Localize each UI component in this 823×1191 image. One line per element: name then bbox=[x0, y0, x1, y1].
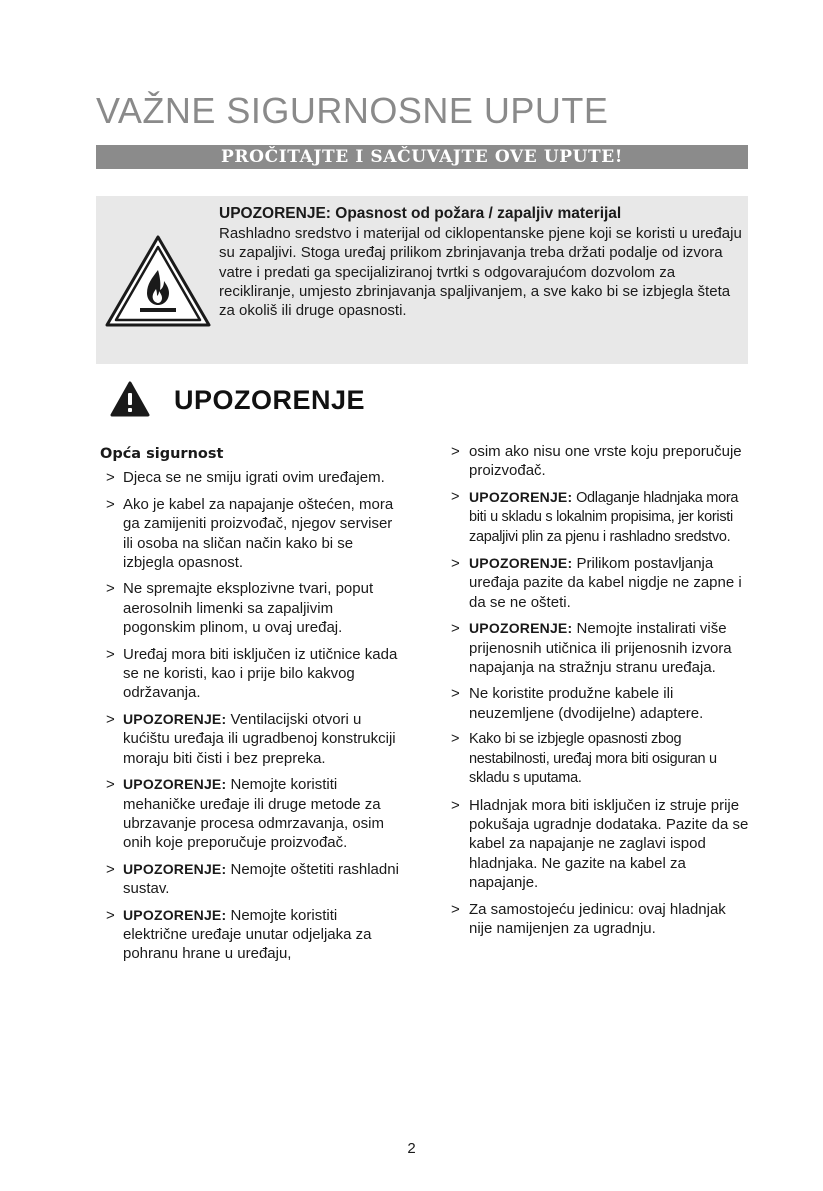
bullet-marker: > bbox=[106, 645, 115, 663]
warning-label: UPOZORENJE: bbox=[123, 860, 227, 877]
flammable-icon bbox=[104, 234, 212, 328]
list-item bbox=[449, 900, 749, 939]
list-item bbox=[100, 495, 400, 573]
item-text: osim ako nisu one vrste koju preporučuje proizvođač. bbox=[469, 443, 742, 480]
bullet-marker: > bbox=[451, 796, 460, 814]
item-text: Ako je kabel za napajanje oštećen, mora ga zamijeniti proizvođač, njegov serviser ili osoba na sličan način kako bi se izbjegla opasnost. bbox=[123, 495, 394, 572]
fire-warning-heading: UPOZORENJE: Opasnost od požara / zapaljiv materijal bbox=[219, 205, 622, 222]
item-text: Ventilacijski otvori u kućištu uređaja ili ugradbenoj konstrukciji moraju biti čisti i bez prepreka. bbox=[123, 710, 396, 767]
item-text: Nemojte instalirati više prijenosnih utičnica ili prijenosnih izvora napajanja na stražnju stranu uređaja. bbox=[469, 620, 732, 677]
warning-label: UPOZORENJE: bbox=[123, 710, 227, 727]
item-text: Kako bi se izbjegle opasnosti zbog nestabilnosti, uređaj mora biti osiguran u skladu s uputama. bbox=[469, 731, 717, 787]
list-item bbox=[449, 796, 749, 893]
bullet-marker: > bbox=[106, 580, 115, 598]
item-text: Ne koristite produžne kabele ili neuzemljene (dvodijelne) adaptere. bbox=[469, 685, 704, 722]
bullet-marker: > bbox=[106, 860, 115, 878]
warning-label: UPOZORENJE: bbox=[469, 555, 573, 572]
list-item bbox=[449, 684, 749, 723]
warning-label: UPOZORENJE: bbox=[123, 776, 227, 793]
fire-hazard-box bbox=[96, 196, 748, 364]
list-item bbox=[449, 554, 749, 612]
list-item bbox=[100, 860, 400, 899]
right-column bbox=[449, 442, 749, 945]
warning-title: UPOZORENJE bbox=[174, 385, 366, 415]
bullet-marker: > bbox=[451, 488, 460, 505]
read-and-keep-banner: PROČITAJTE I SAČUVAJTE OVE UPUTE! bbox=[96, 145, 748, 169]
list-item bbox=[100, 645, 400, 703]
list-item bbox=[100, 906, 400, 964]
warning-label: UPOZORENJE: bbox=[469, 620, 573, 637]
list-item bbox=[100, 710, 400, 768]
list-item bbox=[100, 468, 400, 487]
bullet-marker: > bbox=[451, 443, 460, 460]
warning-label: UPOZORENJE: bbox=[123, 906, 227, 923]
bullet-marker: > bbox=[451, 620, 460, 638]
bullet-marker: > bbox=[451, 555, 460, 573]
item-text: Nemojte koristiti električne uređaje unutar odjeljaka za pohranu hrane u uređaju, bbox=[123, 906, 372, 963]
bullet-marker: > bbox=[451, 685, 460, 703]
item-text: Djeca se ne smiju igrati ovim uređajem. bbox=[123, 469, 385, 487]
bullet-marker: > bbox=[451, 900, 460, 918]
bullet-marker: > bbox=[451, 731, 460, 748]
warning-label: UPOZORENJE: bbox=[469, 488, 573, 505]
list-item bbox=[100, 579, 400, 637]
left-column bbox=[100, 445, 400, 971]
item-text: Nemojte oštetiti rashladni sustav. bbox=[123, 860, 399, 898]
list-item bbox=[449, 730, 749, 788]
bullet-marker: > bbox=[106, 710, 115, 728]
item-text: Prilikom postavljanja uređaja pazite da kabel nigdje ne zapne i da se ne ošteti. bbox=[469, 555, 742, 611]
list-item bbox=[100, 775, 400, 853]
section-title: Opća sigurnost bbox=[100, 446, 224, 462]
bullet-marker: > bbox=[106, 469, 115, 487]
list-item bbox=[449, 442, 749, 481]
warning-icon bbox=[110, 381, 150, 417]
item-text: Za samostojeću jedinicu: ovaj hladnjak nije namijenjen za ugradnju. bbox=[469, 900, 726, 937]
bullet-marker: > bbox=[106, 495, 115, 513]
bullet-marker: > bbox=[106, 776, 115, 794]
page-title: VAŽNE SIGURNOSNE UPUTE bbox=[96, 90, 609, 131]
item-text: Hladnjak mora biti isključen iz struje prije pokušaja ugradnje dodataka. Pazite da se kabel za napajanje ne zaglavi ispod hladnjaka. Ne gazite na kabel za napajanje. bbox=[469, 796, 749, 892]
bullet-marker: > bbox=[106, 906, 115, 924]
page-number: 2 bbox=[407, 1140, 416, 1157]
item-text: Uređaj mora biti isključen iz utičnice kada se ne koristi, kao i prije bilo kakvog održavanja. bbox=[123, 645, 398, 702]
list-item bbox=[449, 619, 749, 677]
list-item bbox=[449, 488, 749, 547]
item-text: Odlaganje hladnjaka mora biti u skladu s lokalnim propisima, jer koristi zapaljivi plin za pjenu i rashladno sredstvo. bbox=[469, 489, 739, 545]
item-text: Ne spremajte eksplozivne tvari, poput aerosolnih limenki sa zapaljivim pogonskim plinom, u ovaj uređaj. bbox=[123, 580, 374, 637]
fire-warning-text bbox=[219, 204, 747, 320]
item-text: Nemojte koristiti mehaničke uređaje ili druge metode za ubrzavanje procesa odmrzavanja, osim onih koje preporučuje proizvođač. bbox=[123, 776, 384, 852]
fire-warning-body: Rashladno sredstvo i materijal od ciklopentanske pjene koji se koristi u uređaju su zapaljivi. Stoga uređaj prilikom zbrinjavanja treba držati podalje od izvora vatre i predati ga specijaliziranoj tvrtki s odgovarajućom dozvolom za recikliranje, umjesto zbrinjavanja spaljivanjem, a sve kako bi se izbjegla šteta za okoliš ili druge opasnosti. bbox=[219, 225, 742, 320]
